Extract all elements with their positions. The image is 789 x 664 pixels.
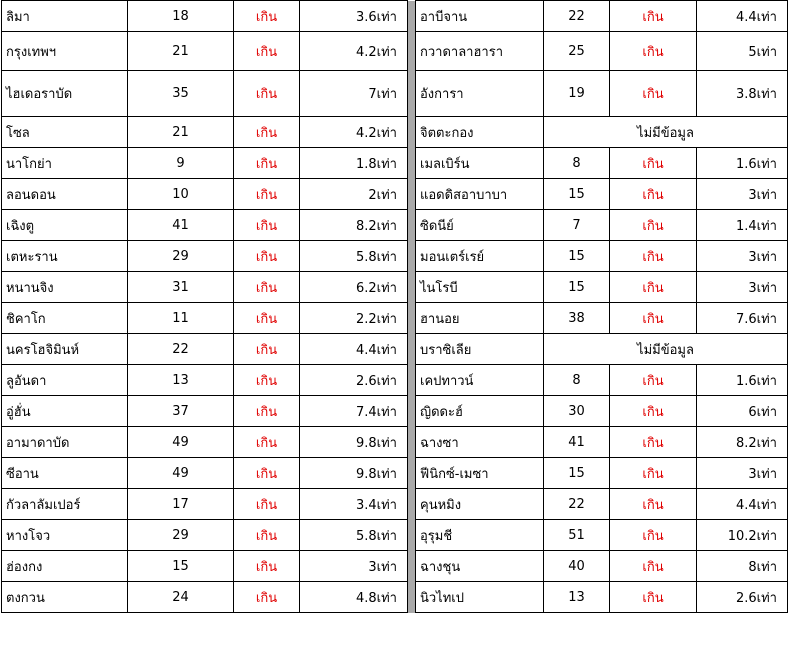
- left-status-cell: เกิน: [234, 582, 300, 613]
- pollution-comparison-table-container: [1, 0, 787, 663]
- left-city-cell: นาโกย่า: [2, 148, 128, 179]
- right-city-cell: ไนโรบี: [416, 272, 544, 303]
- left-ratio-cell: 5.8เท่า: [300, 520, 408, 551]
- right-city-cell: บราซิเลีย: [416, 334, 544, 365]
- table-row: [2, 458, 788, 489]
- left-city-cell: ไฮเดอราบัด: [2, 71, 128, 117]
- right-ratio-cell: 3เท่า: [697, 458, 788, 489]
- right-value-cell: 15: [544, 241, 610, 272]
- left-value-cell: 31: [128, 272, 234, 303]
- left-status-cell: เกิน: [234, 71, 300, 117]
- table-row: [2, 551, 788, 582]
- right-value-cell: 15: [544, 272, 610, 303]
- left-ratio-cell: 4.2เท่า: [300, 32, 408, 71]
- right-status-cell: เกิน: [610, 272, 697, 303]
- right-ratio-cell: 3.8เท่า: [697, 71, 788, 117]
- table-row: [2, 489, 788, 520]
- table-row: [2, 303, 788, 334]
- left-value-cell: 17: [128, 489, 234, 520]
- left-value-cell: 37: [128, 396, 234, 427]
- right-city-cell: ฉางชุน: [416, 551, 544, 582]
- right-ratio-cell: 7.6เท่า: [697, 303, 788, 334]
- right-status-cell: เกิน: [610, 71, 697, 117]
- left-value-cell: 15: [128, 551, 234, 582]
- right-no-data-cell: ไม่มีข้อมูล: [544, 117, 788, 148]
- left-status-cell: เกิน: [234, 458, 300, 489]
- left-status-cell: เกิน: [234, 427, 300, 458]
- left-city-cell: เตหะราน: [2, 241, 128, 272]
- right-city-cell: กวาดาลาฮารา: [416, 32, 544, 71]
- left-value-cell: 11: [128, 303, 234, 334]
- left-status-cell: เกิน: [234, 334, 300, 365]
- left-status-cell: เกิน: [234, 303, 300, 334]
- left-ratio-cell: 4.2เท่า: [300, 117, 408, 148]
- left-ratio-cell: 4.8เท่า: [300, 582, 408, 613]
- column-separator: [408, 148, 416, 179]
- right-no-data-cell: ไม่มีข้อมูล: [544, 334, 788, 365]
- right-ratio-cell: 4.4เท่า: [697, 1, 788, 32]
- table-row: [2, 396, 788, 427]
- right-ratio-cell: 4.4เท่า: [697, 489, 788, 520]
- table-row: [2, 582, 788, 613]
- right-ratio-cell: 6เท่า: [697, 396, 788, 427]
- left-ratio-cell: 3เท่า: [300, 551, 408, 582]
- right-value-cell: 40: [544, 551, 610, 582]
- right-status-cell: เกิน: [610, 396, 697, 427]
- column-separator: [408, 179, 416, 210]
- left-status-cell: เกิน: [234, 520, 300, 551]
- right-status-cell: เกิน: [610, 241, 697, 272]
- left-status-cell: เกิน: [234, 241, 300, 272]
- right-status-cell: เกิน: [610, 210, 697, 241]
- left-value-cell: 24: [128, 582, 234, 613]
- left-value-cell: 29: [128, 241, 234, 272]
- column-separator: [408, 1, 416, 32]
- right-status-cell: เกิน: [610, 427, 697, 458]
- pollution-comparison-table: [1, 0, 788, 613]
- left-value-cell: 9: [128, 148, 234, 179]
- table-row: [2, 210, 788, 241]
- left-ratio-cell: 2.2เท่า: [300, 303, 408, 334]
- right-ratio-cell: 1.4เท่า: [697, 210, 788, 241]
- left-status-cell: เกิน: [234, 179, 300, 210]
- left-value-cell: 35: [128, 71, 234, 117]
- right-city-cell: อาบีจาน: [416, 1, 544, 32]
- right-ratio-cell: 5เท่า: [697, 32, 788, 71]
- left-status-cell: เกิน: [234, 1, 300, 32]
- right-city-cell: ญิดดะฮ์: [416, 396, 544, 427]
- left-ratio-cell: 9.8เท่า: [300, 427, 408, 458]
- table-row: [2, 32, 788, 71]
- column-separator: [408, 241, 416, 272]
- right-value-cell: 8: [544, 365, 610, 396]
- table-row: [2, 1, 788, 32]
- right-status-cell: เกิน: [610, 582, 697, 613]
- right-ratio-cell: 1.6เท่า: [697, 365, 788, 396]
- right-ratio-cell: 2.6เท่า: [697, 582, 788, 613]
- column-separator: [408, 334, 416, 365]
- left-value-cell: 13: [128, 365, 234, 396]
- left-city-cell: เฉิงตู: [2, 210, 128, 241]
- right-city-cell: แอดดิสอาบาบา: [416, 179, 544, 210]
- table-row: [2, 148, 788, 179]
- right-value-cell: 22: [544, 489, 610, 520]
- column-separator: [408, 582, 416, 613]
- right-value-cell: 7: [544, 210, 610, 241]
- column-separator: [408, 458, 416, 489]
- left-ratio-cell: 5.8เท่า: [300, 241, 408, 272]
- right-value-cell: 25: [544, 32, 610, 71]
- table-row: [2, 71, 788, 117]
- right-city-cell: จิตตะกอง: [416, 117, 544, 148]
- left-value-cell: 10: [128, 179, 234, 210]
- left-ratio-cell: 8.2เท่า: [300, 210, 408, 241]
- left-value-cell: 21: [128, 117, 234, 148]
- table-row: [2, 365, 788, 396]
- column-separator: [408, 396, 416, 427]
- left-ratio-cell: 7เท่า: [300, 71, 408, 117]
- right-city-cell: คุนหมิง: [416, 489, 544, 520]
- left-status-cell: เกิน: [234, 551, 300, 582]
- right-ratio-cell: 3เท่า: [697, 272, 788, 303]
- column-separator: [408, 117, 416, 148]
- left-value-cell: 22: [128, 334, 234, 365]
- right-city-cell: เคปทาวน์: [416, 365, 544, 396]
- right-ratio-cell: 10.2เท่า: [697, 520, 788, 551]
- right-status-cell: เกิน: [610, 365, 697, 396]
- right-city-cell: ฉางซา: [416, 427, 544, 458]
- right-value-cell: 41: [544, 427, 610, 458]
- left-value-cell: 18: [128, 1, 234, 32]
- left-ratio-cell: 6.2เท่า: [300, 272, 408, 303]
- left-status-cell: เกิน: [234, 489, 300, 520]
- right-value-cell: 13: [544, 582, 610, 613]
- table-row: [2, 272, 788, 303]
- right-value-cell: 30: [544, 396, 610, 427]
- column-separator: [408, 303, 416, 334]
- right-ratio-cell: 8.2เท่า: [697, 427, 788, 458]
- left-city-cell: หางโจว: [2, 520, 128, 551]
- right-status-cell: เกิน: [610, 1, 697, 32]
- left-value-cell: 41: [128, 210, 234, 241]
- left-city-cell: นครโฮจิมินห์: [2, 334, 128, 365]
- right-city-cell: ฟีนิกซ์-เมซา: [416, 458, 544, 489]
- left-city-cell: ซีอาน: [2, 458, 128, 489]
- column-separator: [408, 520, 416, 551]
- right-status-cell: เกิน: [610, 303, 697, 334]
- left-city-cell: ลิมา: [2, 1, 128, 32]
- left-ratio-cell: 4.4เท่า: [300, 334, 408, 365]
- right-value-cell: 19: [544, 71, 610, 117]
- left-value-cell: 21: [128, 32, 234, 71]
- left-status-cell: เกิน: [234, 396, 300, 427]
- right-ratio-cell: 1.6เท่า: [697, 148, 788, 179]
- right-value-cell: 38: [544, 303, 610, 334]
- left-status-cell: เกิน: [234, 148, 300, 179]
- right-value-cell: 15: [544, 458, 610, 489]
- right-ratio-cell: 3เท่า: [697, 241, 788, 272]
- left-city-cell: ฮ่องกง: [2, 551, 128, 582]
- left-ratio-cell: 2เท่า: [300, 179, 408, 210]
- column-separator: [408, 32, 416, 71]
- left-ratio-cell: 9.8เท่า: [300, 458, 408, 489]
- right-city-cell: มอนเตร์เรย์: [416, 241, 544, 272]
- right-value-cell: 8: [544, 148, 610, 179]
- left-city-cell: อามาดาบัด: [2, 427, 128, 458]
- left-status-cell: เกิน: [234, 32, 300, 71]
- left-status-cell: เกิน: [234, 210, 300, 241]
- left-city-cell: ชิคาโก: [2, 303, 128, 334]
- left-ratio-cell: 3.4เท่า: [300, 489, 408, 520]
- right-status-cell: เกิน: [610, 551, 697, 582]
- right-city-cell: อุรุมชี: [416, 520, 544, 551]
- table-row: [2, 241, 788, 272]
- left-city-cell: กรุงเทพฯ: [2, 32, 128, 71]
- table-row: [2, 520, 788, 551]
- column-separator: [408, 71, 416, 117]
- left-status-cell: เกิน: [234, 365, 300, 396]
- left-value-cell: 49: [128, 427, 234, 458]
- right-status-cell: เกิน: [610, 179, 697, 210]
- right-ratio-cell: 8เท่า: [697, 551, 788, 582]
- right-value-cell: 22: [544, 1, 610, 32]
- right-status-cell: เกิน: [610, 148, 697, 179]
- left-status-cell: เกิน: [234, 272, 300, 303]
- table-row: [2, 427, 788, 458]
- left-ratio-cell: 7.4เท่า: [300, 396, 408, 427]
- left-ratio-cell: 1.8เท่า: [300, 148, 408, 179]
- column-separator: [408, 365, 416, 396]
- left-city-cell: ลอนดอน: [2, 179, 128, 210]
- left-city-cell: กัวลาลัมเปอร์: [2, 489, 128, 520]
- column-separator: [408, 427, 416, 458]
- right-city-cell: ซิดนีย์: [416, 210, 544, 241]
- right-city-cell: อังการา: [416, 71, 544, 117]
- table-row: [2, 334, 788, 365]
- left-ratio-cell: 3.6เท่า: [300, 1, 408, 32]
- left-ratio-cell: 2.6เท่า: [300, 365, 408, 396]
- table-row: [2, 179, 788, 210]
- right-city-cell: ฮานอย: [416, 303, 544, 334]
- right-value-cell: 51: [544, 520, 610, 551]
- column-separator: [408, 210, 416, 241]
- left-city-cell: หนานจิง: [2, 272, 128, 303]
- left-status-cell: เกิน: [234, 117, 300, 148]
- right-city-cell: นิวไทเป: [416, 582, 544, 613]
- column-separator: [408, 551, 416, 582]
- right-ratio-cell: 3เท่า: [697, 179, 788, 210]
- right-value-cell: 15: [544, 179, 610, 210]
- table-row: [2, 117, 788, 148]
- left-city-cell: ลูอันดา: [2, 365, 128, 396]
- table-body: [2, 1, 788, 613]
- left-value-cell: 29: [128, 520, 234, 551]
- left-city-cell: อู่ฮั่น: [2, 396, 128, 427]
- right-status-cell: เกิน: [610, 520, 697, 551]
- right-status-cell: เกิน: [610, 32, 697, 71]
- right-status-cell: เกิน: [610, 458, 697, 489]
- left-city-cell: ตงกวน: [2, 582, 128, 613]
- left-value-cell: 49: [128, 458, 234, 489]
- right-city-cell: เมลเบิร์น: [416, 148, 544, 179]
- column-separator: [408, 489, 416, 520]
- column-separator: [408, 272, 416, 303]
- left-city-cell: โซล: [2, 117, 128, 148]
- right-status-cell: เกิน: [610, 489, 697, 520]
